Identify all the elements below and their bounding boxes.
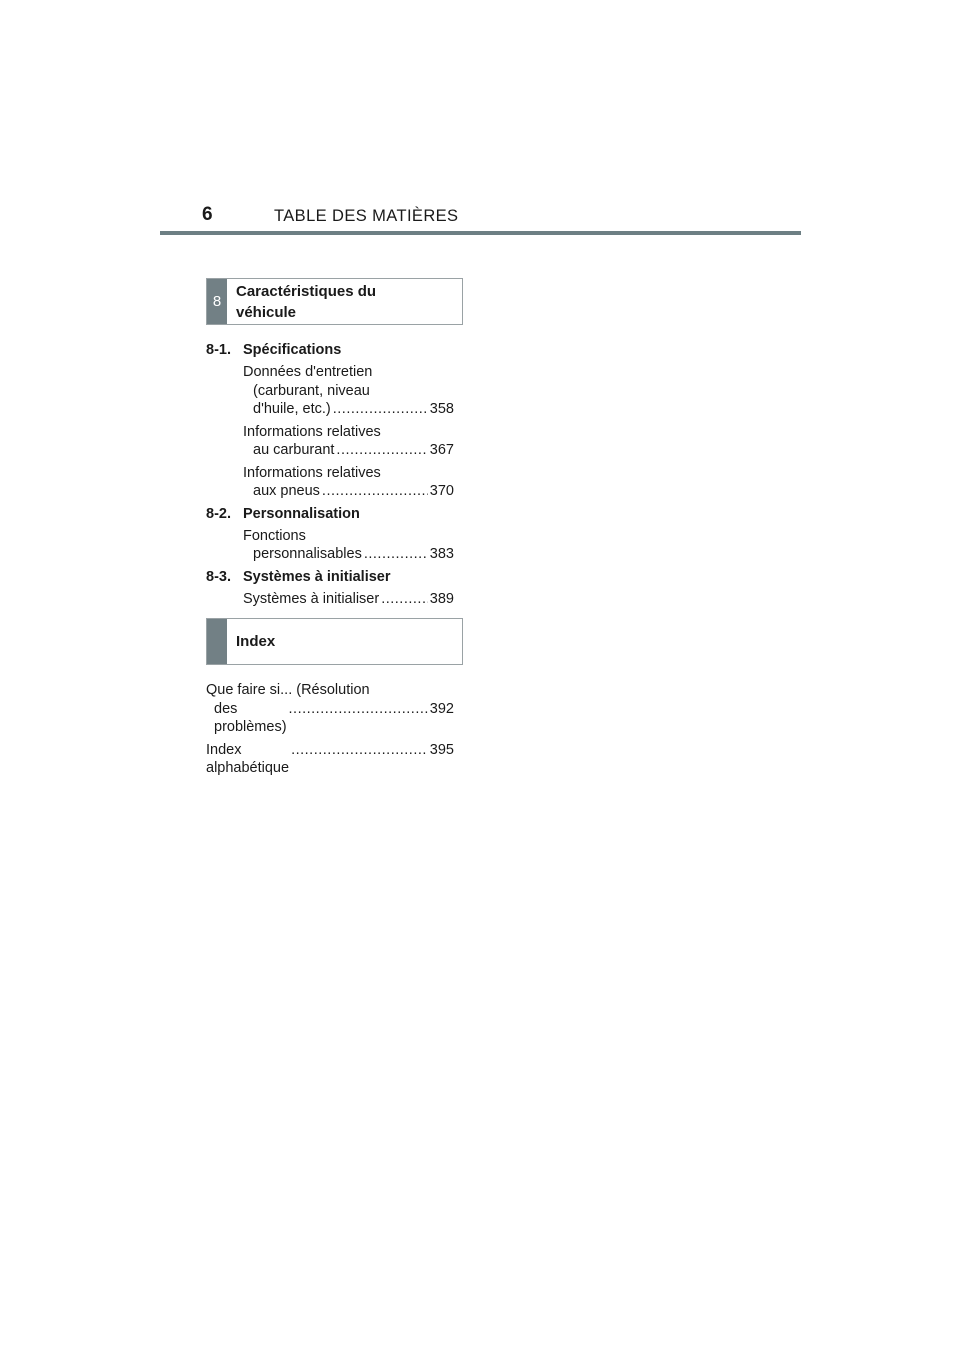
section-number: 8-1.	[206, 342, 231, 358]
entry-line: Informations relatives	[243, 464, 381, 481]
toc-entry-pneus[interactable]	[243, 464, 454, 501]
toc-entry-que-faire-si[interactable]	[206, 681, 454, 737]
entry-page-number: 392	[429, 700, 454, 717]
header-rule	[160, 231, 801, 235]
chapter-title-line-2: véhicule	[236, 303, 297, 321]
chapter-8-heading[interactable]	[206, 278, 463, 325]
dot-leader	[322, 482, 428, 501]
entry-line: Index alphabétique	[206, 741, 290, 776]
section-title: Spécifications	[243, 342, 342, 358]
entry-page-number: 370	[429, 483, 454, 499]
entry-line: Fonctions	[243, 527, 306, 544]
index-toc	[206, 681, 454, 782]
entry-page-number: 389	[429, 590, 454, 607]
page-header	[0, 0, 960, 240]
dot-leader	[381, 590, 428, 609]
dot-leader	[333, 400, 428, 419]
entry-line: (carburant, niveau	[253, 382, 370, 399]
entry-page-number: 358	[429, 401, 454, 417]
page-number: 6	[202, 204, 213, 225]
section-8-2[interactable]	[206, 505, 454, 524]
entry-line: Informations relatives	[243, 423, 381, 440]
entry-line: au carburant	[253, 442, 335, 458]
entry-page-number: 395	[429, 741, 454, 758]
toc-entry-donnees-entretien[interactable]	[243, 363, 454, 419]
toc-entry-personnalisables[interactable]	[243, 527, 454, 564]
toc-entry-index-alphabetique[interactable]	[206, 741, 454, 778]
entry-line: personnalisables	[253, 546, 362, 562]
entry-page-number: 367	[429, 442, 454, 458]
chapter-title-line-1: Caractéristiques du	[236, 282, 377, 300]
chapter-title	[236, 279, 456, 324]
section-8-3[interactable]	[206, 568, 454, 587]
toc-entry-systemes-initialiser[interactable]	[243, 590, 454, 609]
dot-leader	[336, 441, 427, 460]
toc-entry-carburant[interactable]	[243, 423, 454, 460]
section-number: 8-2.	[206, 505, 231, 522]
dot-leader	[364, 545, 428, 564]
chapter-title: Index	[236, 633, 276, 650]
section-title: Systèmes à initialiser	[243, 568, 391, 585]
entry-line: Que faire si... (Résolution	[206, 682, 370, 698]
section-title: Personnalisation	[243, 505, 360, 522]
entry-line: Données d'entretien	[243, 364, 373, 380]
chapter-tab-index	[207, 619, 227, 664]
entry-page-number: 383	[429, 546, 454, 562]
chapter-tab-8: 8	[207, 279, 227, 324]
entry-line: Systèmes à initialiser	[243, 590, 380, 607]
index-heading[interactable]	[206, 618, 463, 665]
entry-line: aux pneus	[253, 483, 320, 499]
entry-line: d'huile, etc.)	[253, 401, 331, 417]
section-8-1[interactable]	[206, 341, 454, 360]
dot-leader	[291, 741, 428, 778]
dot-leader	[289, 700, 428, 737]
chapter-8-toc	[206, 341, 454, 612]
running-title: TABLE DES MATIÈRES	[274, 207, 459, 225]
entry-line: des problèmes)	[214, 700, 287, 735]
section-number: 8-3.	[206, 568, 231, 585]
